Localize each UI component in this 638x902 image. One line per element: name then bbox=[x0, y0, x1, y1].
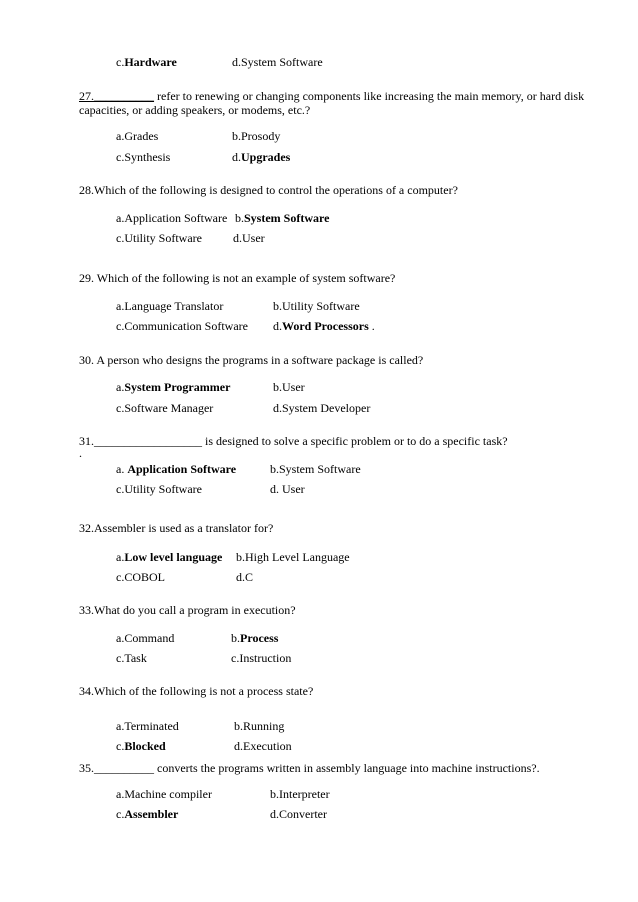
option-d: d. User bbox=[270, 482, 305, 496]
stray-dot: . bbox=[79, 446, 82, 460]
option-b: b.User bbox=[273, 380, 305, 394]
question-34: 34.Which of the following is not a process state? bbox=[79, 684, 314, 698]
option-d: d.Converter bbox=[270, 807, 327, 821]
question-27: 27.__________ refer to renewing or changing components like increasing the main memory, or hard disk bbox=[79, 89, 585, 103]
option-b: b.Utility Software bbox=[273, 299, 360, 313]
option-a: a.Terminated bbox=[116, 719, 179, 733]
option-d: c.Instruction bbox=[231, 651, 292, 665]
question-30: 30. A person who designs the programs in a software package is called? bbox=[79, 353, 424, 367]
option-d: d.Word Processors . bbox=[273, 319, 375, 333]
option-d: d.Upgrades bbox=[232, 150, 291, 164]
question-31: 31.__________________ is designed to solve a specific problem or to do a specific task? bbox=[79, 434, 508, 448]
option-c: c.Task bbox=[116, 651, 147, 665]
question-33: 33.What do you call a program in execution? bbox=[79, 603, 296, 617]
option-c: c.Software Manager bbox=[116, 401, 214, 415]
question-27-cont: capacities, or adding speakers, or modems, etc.? bbox=[79, 103, 311, 117]
option-a: a.Command bbox=[116, 631, 175, 645]
option-c: c.Communication Software bbox=[116, 319, 248, 333]
option-b: b.High Level Language bbox=[236, 550, 350, 564]
question-29: 29. Which of the following is not an example of system software? bbox=[79, 271, 396, 285]
option-a: a. Application Software bbox=[116, 462, 237, 476]
option-b: b.Prosody bbox=[232, 129, 281, 143]
option-a: a.Application Software bbox=[116, 211, 228, 225]
option-d: d.C bbox=[236, 570, 254, 584]
option-b: b.System Software bbox=[235, 211, 330, 225]
option-c: c.Synthesis bbox=[116, 150, 171, 164]
option-a: a.Machine compiler bbox=[116, 787, 212, 801]
question-32: 32.Assembler is used as a translator for? bbox=[79, 521, 274, 535]
question-28: 28.Which of the following is designed to control the operations of a computer? bbox=[79, 183, 458, 197]
option-d: d.User bbox=[233, 231, 265, 245]
option-c: c.Utility Software bbox=[116, 231, 202, 245]
option-b: b.Interpreter bbox=[270, 787, 330, 801]
option-a: a.Language Translator bbox=[116, 299, 224, 313]
option-d: d.Execution bbox=[234, 739, 292, 753]
option-c: c.COBOL bbox=[116, 570, 165, 584]
option-b: b.Running bbox=[234, 719, 285, 733]
option-b: b.System Software bbox=[270, 462, 361, 476]
option-c: c.Utility Software bbox=[116, 482, 202, 496]
option-d: d.System Developer bbox=[273, 401, 371, 415]
option-b: b.Process bbox=[231, 631, 279, 645]
option-c: c.Assembler bbox=[116, 807, 179, 821]
question-35: 35.__________ converts the programs written in assembly language into machine instructions?. bbox=[79, 761, 540, 775]
option-c: c.Hardware bbox=[116, 55, 177, 69]
option-c: c.Blocked bbox=[116, 739, 166, 753]
option-a: a.Grades bbox=[116, 129, 159, 143]
option-a: a.System Programmer bbox=[116, 380, 231, 394]
option-d: d.System Software bbox=[232, 55, 323, 69]
option-a: a.Low level language bbox=[116, 550, 223, 564]
